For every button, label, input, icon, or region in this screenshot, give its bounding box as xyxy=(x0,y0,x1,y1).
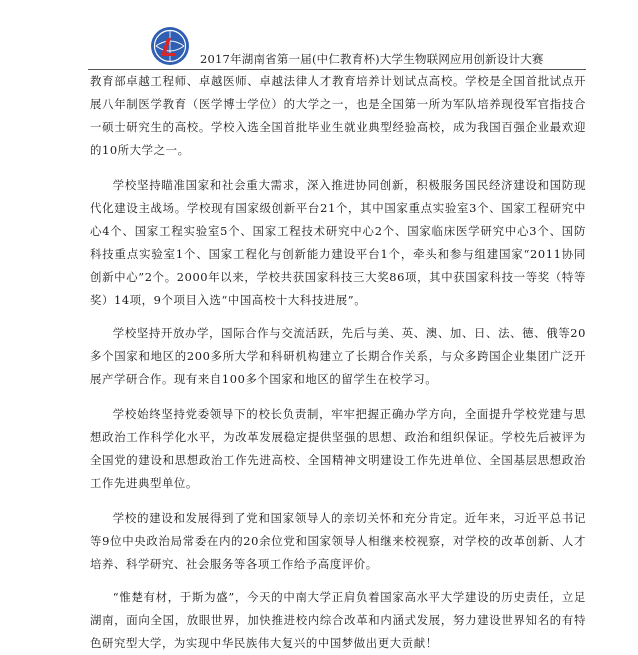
paragraph-4: 学校始终坚持党委领导下的校长负责制，牢牢把握正确办学方向，全面提升学校党建与思想政治工作科学化水平，为改革发展稳定提供坚强的思想、政治和组织保证。学校先后被评为全国党的建设和思想政治工作先进高校、全国精神文明建设工作先进单位、全国基层思想政治工作先进典型单位。 xyxy=(90,407,586,490)
paragraph-3: 学校坚持开放办学，国际合作与交流活跃，先后与美、英、澳、加、日、法、德、俄等20多个国家和地区的200多所大学和科研机构建立了长期合作关系，与众多跨国企业集团广泛开展产学研合作。现有来自100多个国家和地区的留学生在校学习。 xyxy=(90,326,586,386)
paragraph-6: “惟楚有材，于斯为盛”，今天的中南大学正肩负着国家高水平大学建设的历史责任，立足湖南，面向全国，放眼世界，加快推进校内综合改革和内涵式发展，努力建设世界知名的有特色研究型大学，为实现中华民族伟大复兴的中国梦做出更大贡献！ xyxy=(90,590,586,650)
page-header xyxy=(88,26,586,70)
paragraph-5: 学校的建设和发展得到了党和国家领导人的亲切关怀和充分肯定。近年来，习近平总书记等9位中央政治局常委在内的20余位党和国家领导人相继来校视察，对学校的改革创新、人才培养、科学研究、社会服务等各项工作给予高度评价。 xyxy=(90,511,586,571)
paragraph-1: 教育部卓越工程师、卓越医师、卓越法律人才教育培养计划试点高校。学校是全国首批试点开展八年制医学教育（医学博士学位）的大学之一，也是全国第一所为军队培养现役军官指技合一硕士研究生的高校。学校入选全国首批毕业生就业典型经验高校，成为我国百强企业最欢迎的10所大学之一。 xyxy=(90,74,586,157)
header-title: 2017年湖南省第一届(中仁教育杯)大学生物联网应用创新设计大赛 xyxy=(200,52,544,66)
paragraph-2: 学校坚持瞄准国家和社会重大需求，深入推进协同创新，积极服务国民经济建设和国防现代化建设主战场。学校现有国家级创新平台21个，其中国家重点实验室3个、国家工程研究中心4个、国家工程实验室5个、国家工程技术研究中心2个、国家临床医学研究中心3个、国防科技重点实验室1个、国家工程化与创新能力建设平台1个，牵头和参与组建国家“2011协同创新中心”2个。2000年以来，学校共获国家科技三大奖86项，其中获国家科技一等奖（特等奖）14项，9个项目入选“中国高校十大科技进展”。 xyxy=(90,178,586,307)
competition-logo-icon xyxy=(150,26,190,66)
document-body xyxy=(90,70,586,655)
